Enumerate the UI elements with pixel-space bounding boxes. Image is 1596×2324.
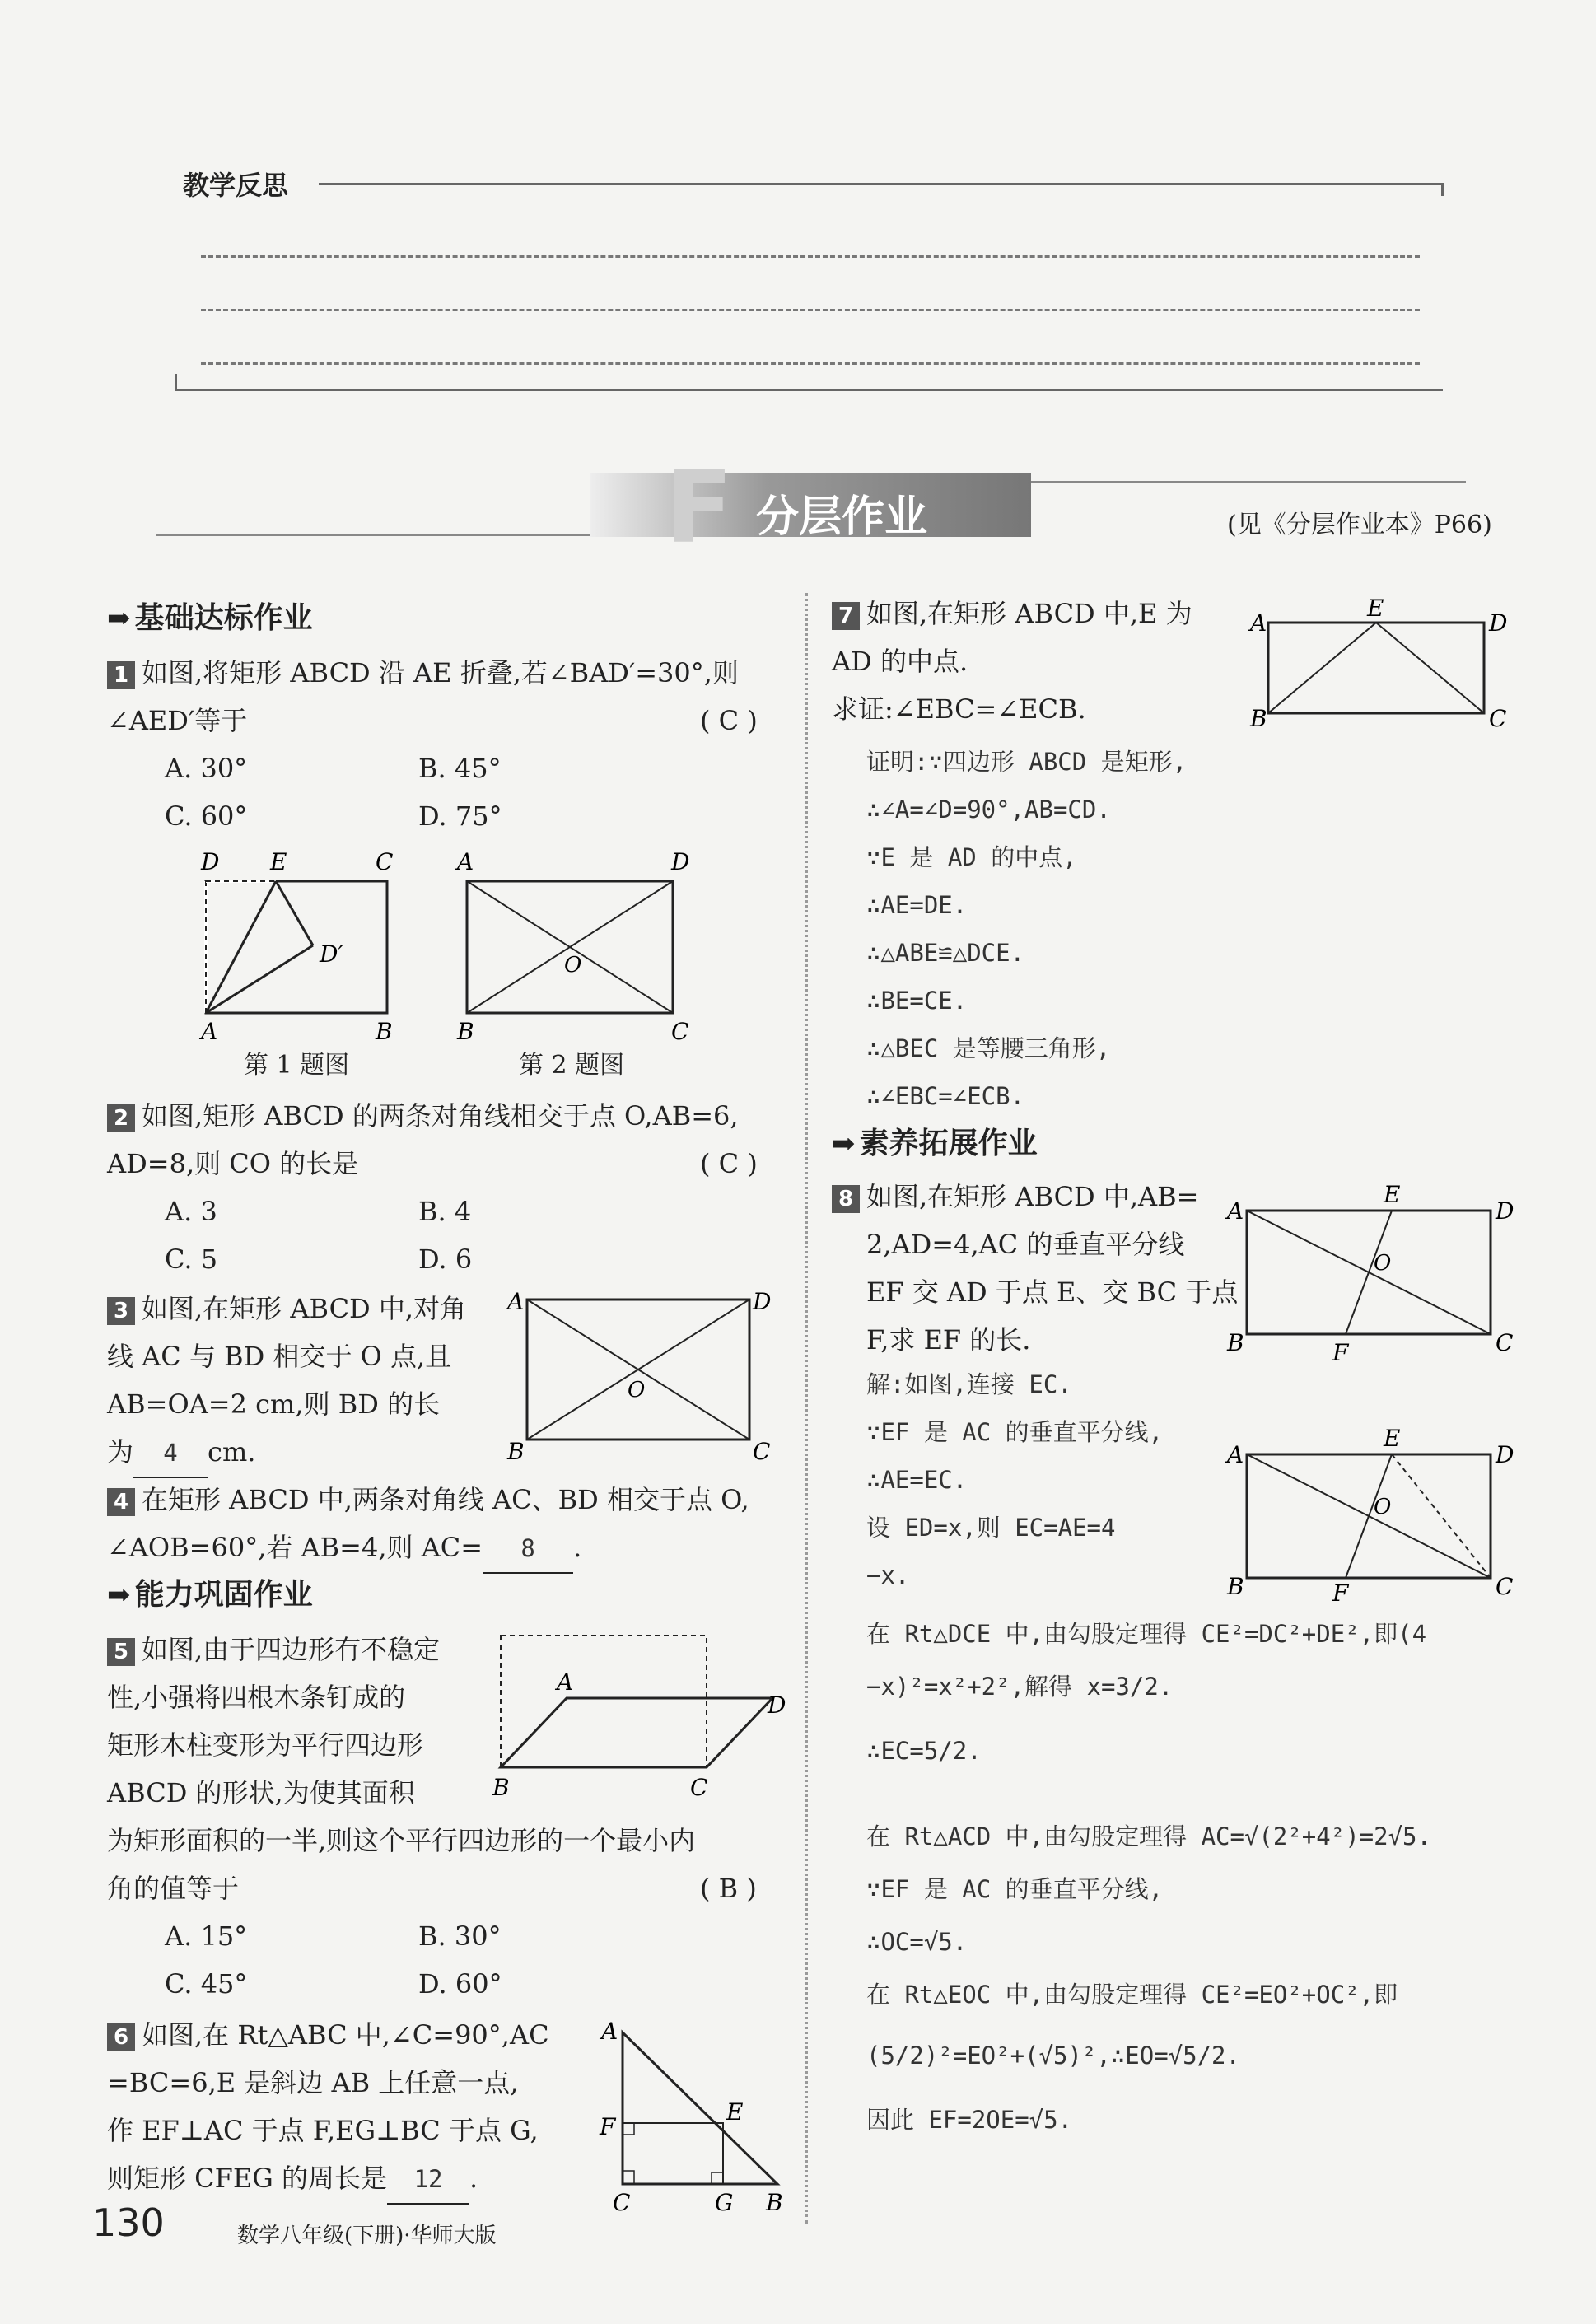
question-number: 5 bbox=[107, 1638, 135, 1666]
reflection-box bbox=[175, 165, 1443, 392]
figure-3 bbox=[504, 1285, 784, 1466]
answer: ( B ) bbox=[700, 1873, 757, 1904]
figure-2 bbox=[449, 848, 696, 1046]
figure-1 bbox=[189, 848, 412, 1046]
svg-text:O: O bbox=[564, 953, 582, 978]
arrow-icon: ➡ bbox=[832, 1127, 856, 1160]
question-7: 7 如图,在矩形 ABCD 中,E 为 AD 的中点. 求证:∠EBC=∠ECB. bbox=[832, 598, 1192, 725]
svg-text:E: E bbox=[1384, 1181, 1401, 1208]
question-number: 6 bbox=[107, 2023, 135, 2051]
svg-text:C: C bbox=[753, 1438, 771, 1465]
question-1: 1 如图,将矩形 ABCD 沿 AE 折叠,若∠BAD′=30°,则 ∠AED′等于 ( C ) A. 30° B. 45° C. 60° D. 75° bbox=[107, 657, 758, 832]
column-divider bbox=[805, 593, 808, 2224]
svg-text:A: A bbox=[201, 1018, 218, 1045]
svg-text:E: E bbox=[1367, 598, 1384, 622]
svg-text:B: B bbox=[1227, 1329, 1244, 1356]
svg-text:A: A bbox=[601, 2018, 618, 2045]
question-2: 2 如图,矩形 ABCD 的两条对角线相交于点 O,AB=6, AD=8,则 CO 的长是 ( C ) A. 3 B. 4 C. 5 D. 6 bbox=[107, 1100, 758, 1275]
writing-line bbox=[201, 255, 1420, 258]
section-basic: ➡ 基础达标作业 bbox=[107, 601, 313, 635]
question-number: 7 bbox=[832, 602, 860, 630]
svg-text:E: E bbox=[1384, 1425, 1401, 1452]
svg-text:B: B bbox=[1250, 705, 1267, 730]
figure-8b bbox=[1222, 1421, 1519, 1603]
svg-text:D′: D′ bbox=[320, 940, 343, 968]
answer-blank: 12 bbox=[387, 2155, 469, 2205]
section-literacy: ➡ 素养拓展作业 bbox=[832, 1127, 1038, 1160]
question-5: 5 如图,由于四边形有不稳定 性,小强将四根木条钉成的 矩形木柱变形为平行四边形 ABCD 的形状,为使其面积 为矩形面积的一半,则这个平行四边形的一个最小内 角的值等于 ( B ) A. 15° B. 30° C. 45° D. 60° bbox=[107, 1634, 757, 2000]
banner-letter: F bbox=[665, 451, 733, 566]
svg-text:C: C bbox=[1496, 1329, 1514, 1356]
arrow-icon: ➡ bbox=[107, 1579, 131, 1612]
svg-text:D: D bbox=[753, 1288, 772, 1315]
svg-text:A: A bbox=[1250, 609, 1267, 637]
figure-2-caption: 第 2 题图 bbox=[519, 1051, 625, 1080]
svg-text:F: F bbox=[600, 2113, 616, 2140]
answer: ( C ) bbox=[700, 705, 758, 736]
svg-text:F: F bbox=[1332, 1580, 1349, 1603]
svg-text:C: C bbox=[690, 1774, 708, 1801]
svg-text:C: C bbox=[613, 2189, 631, 2212]
reflection-right-tick bbox=[1441, 183, 1444, 196]
question-number: 4 bbox=[107, 1488, 135, 1516]
question-number: 1 bbox=[107, 661, 135, 689]
figure-5 bbox=[491, 1631, 796, 1812]
svg-text:G: G bbox=[715, 2189, 734, 2212]
svg-text:B: B bbox=[766, 2189, 783, 2212]
question-number: 8 bbox=[832, 1185, 860, 1213]
svg-text:A: A bbox=[1227, 1197, 1244, 1225]
reflection-title: 教学反思 bbox=[183, 170, 289, 201]
svg-text:B: B bbox=[457, 1018, 474, 1045]
section-ability: ➡ 能力巩固作业 bbox=[107, 1578, 313, 1612]
svg-text:C: C bbox=[1489, 705, 1507, 730]
svg-text:C: C bbox=[376, 848, 394, 875]
figure-1-caption: 第 1 题图 bbox=[244, 1051, 350, 1080]
q8-solution-b: 在 Rt△DCE 中,由勾股定理得 CE²=DC²+DE²,即(4 −x)²=x²+2²,解得 x=3/2. ∴EC=5/2. 在 Rt△ACD 中,由勾股定理得 AC=√(2²+4²)=2√5. ∵EF 是 AC 的垂直平分线, ∴OC=√5. 在 Rt△EOC 中,由勾股定理得 CE²=EO²+OC²,即 (5/2)²=EO²+(√5)²,∴EO=√5/2. 因此 EF=2OE=√5. bbox=[866, 1620, 1431, 2134]
question-number: 2 bbox=[107, 1104, 135, 1132]
svg-text:F: F bbox=[1332, 1339, 1349, 1366]
svg-text:A: A bbox=[1227, 1441, 1244, 1468]
figure-6 bbox=[595, 2014, 792, 2212]
writing-line bbox=[201, 309, 1420, 311]
banner-reference: (见《分层作业本》P66) bbox=[1227, 511, 1492, 539]
q7-proof: 证明:∵四边形 ABCD 是矩形, ∴∠A=∠D=90°,AB=CD. ∵E 是 AD 的中点, ∴AE=DE. ∴△ABE≌△DCE. ∴BE=CE. ∴△BEC 是等腰三角形, ∴∠EBC=∠ECB. bbox=[866, 748, 1188, 1110]
svg-text:B: B bbox=[376, 1018, 393, 1045]
svg-text:B: B bbox=[1227, 1573, 1244, 1600]
svg-text:O: O bbox=[1374, 1251, 1392, 1276]
svg-text:D: D bbox=[1496, 1197, 1514, 1225]
svg-text:D: D bbox=[1496, 1441, 1514, 1468]
answer-blank: 8 bbox=[483, 1524, 573, 1574]
banner-title: 分层作业 bbox=[756, 492, 928, 542]
reflection-left-tick bbox=[175, 374, 177, 389]
svg-text:B: B bbox=[492, 1774, 510, 1801]
question-8: 8 如图,在矩形 ABCD 中,AB= 2,AD=4,AC 的垂直平分线 EF 交 AD 于点 E、交 BC 于点 F,求 EF 的长. bbox=[832, 1173, 1244, 1364]
question-3: 3 如图,在矩形 ABCD 中,对角 线 AC 与 BD 相交于 O 点,且 AB=OA=2 cm,则 BD 的长 为 4 cm. bbox=[107, 1285, 519, 1478]
question-number: 3 bbox=[107, 1297, 135, 1325]
svg-text:C: C bbox=[1496, 1573, 1514, 1600]
svg-text:A: A bbox=[557, 1668, 574, 1696]
svg-text:D: D bbox=[201, 848, 220, 875]
banner-line-right bbox=[1029, 481, 1466, 483]
svg-text:D: D bbox=[768, 1692, 786, 1719]
svg-text:E: E bbox=[726, 2098, 744, 2126]
svg-text:D: D bbox=[671, 848, 690, 875]
q8-solution-a: 解:如图,连接 EC. ∵EF 是 AC 的垂直平分线, ∴AE=EC. 设 ED=x,则 EC=AE=4 −x. bbox=[866, 1370, 1164, 1589]
figure-8a bbox=[1222, 1178, 1519, 1367]
writing-line bbox=[201, 362, 1420, 365]
page-number: 130 bbox=[92, 2200, 165, 2245]
svg-text:E: E bbox=[270, 848, 287, 875]
svg-text:A: A bbox=[457, 848, 474, 875]
svg-text:A: A bbox=[507, 1288, 525, 1315]
reflection-bottom-line bbox=[175, 389, 1443, 391]
svg-text:B: B bbox=[507, 1438, 525, 1465]
svg-text:O: O bbox=[1374, 1495, 1392, 1519]
book-title: 数学八年级(下册)·华师大版 bbox=[237, 2224, 497, 2248]
answer: ( C ) bbox=[700, 1148, 758, 1179]
svg-text:D: D bbox=[1489, 609, 1508, 637]
question-6: 6 如图,在 Rt△ABC 中,∠C=90°,AC =BC=6,E 是斜边 AB 上任意一点, 作 EF⊥AC 于点 F,EG⊥BC 于点 G, 则矩形 CFEG 的周长是 12 . bbox=[107, 2011, 642, 2205]
arrow-icon: ➡ bbox=[107, 602, 131, 635]
answer-blank: 4 bbox=[133, 1429, 208, 1478]
svg-text:C: C bbox=[671, 1018, 689, 1045]
question-4: 4 在矩形 ABCD 中,两条对角线 AC、BD 相交于点 O, ∠AOB=60°,若 AB=4,则 AC= 8 . bbox=[107, 1476, 791, 1574]
svg-text:O: O bbox=[628, 1378, 646, 1402]
reflection-top-line bbox=[319, 183, 1443, 185]
figure-7 bbox=[1245, 598, 1509, 730]
